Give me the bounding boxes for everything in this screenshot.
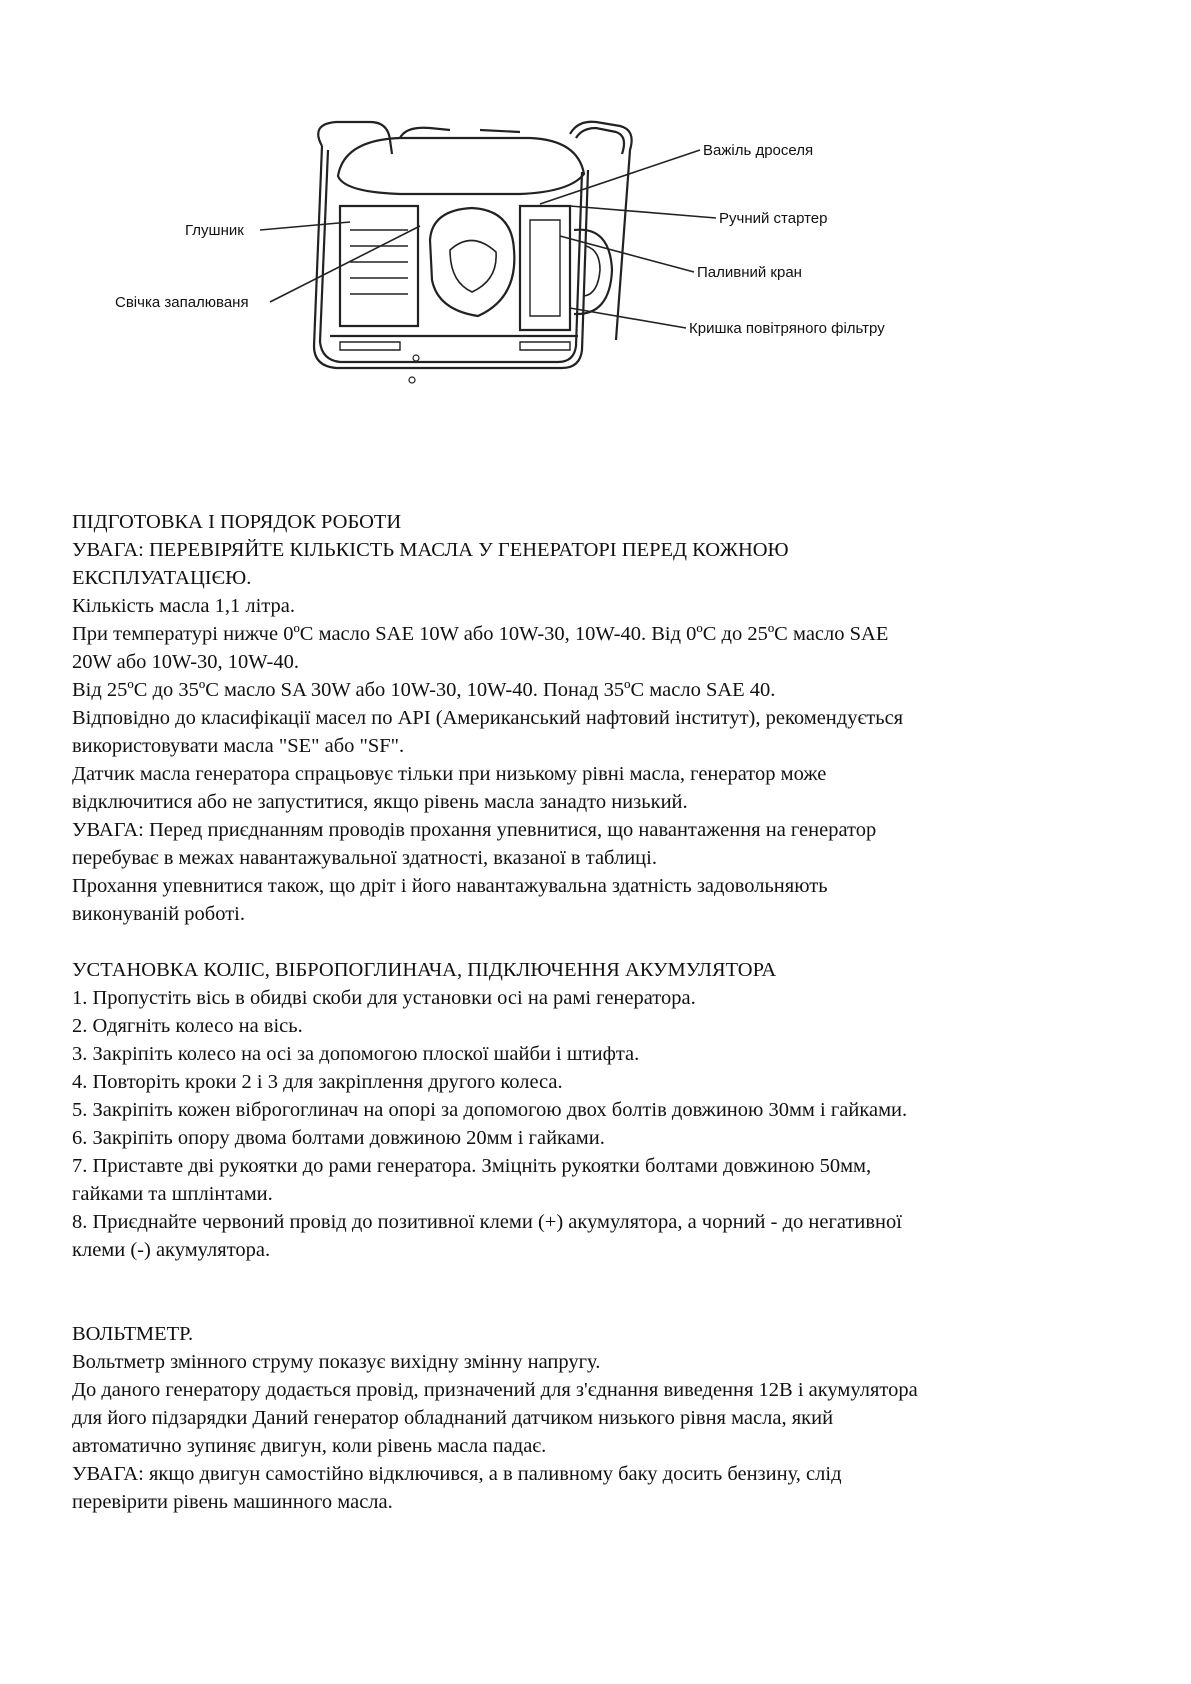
label-spark-plug: Свічка запалюваня (115, 294, 249, 311)
leader-air-filter (570, 308, 686, 328)
leader-muffler (260, 222, 350, 230)
text-line: 6. Закріпіть опору двома болтами довжиною 20мм і гайками. (72, 1127, 605, 1149)
text-line: 1. Пропустіть вісь в обидві скоби для установки осі на рамі генератора. (72, 987, 696, 1009)
muffler-block (340, 206, 418, 326)
fuel-tank (338, 138, 584, 194)
text-line: Від 25ºС до 35ºС масло SA 30W або 10W-30, 10W-40. Понад 35ºС масло SAE 40. (72, 679, 776, 701)
label-fuel-valve: Паливний кран (697, 264, 802, 281)
text-line: Відповідно до класифікації масел по API (Американський нафтовий інститут), рекомендується (72, 707, 904, 729)
text-line: виконуваній роботі. (72, 903, 245, 925)
text-line: УВАГА: Перед приєднанням проводів прохання упевнитися, що навантаження на генератор (72, 819, 877, 841)
text-line: 4. Повторіть кроки 2 і 3 для закріплення другого колеса. (72, 1071, 563, 1093)
text-line: 5. Закріпіть кожен віброгоглинач на опорі за допомогою двох болтів довжиною 30мм і гайками. (72, 1099, 908, 1121)
label-starter: Ручний стартер (719, 210, 828, 227)
generator-diagram (100, 110, 1000, 400)
text-line: При температурі нижче 0ºС масло SAE 10W або 10W-30, 10W-40. Від 0ºС до 25ºС масло SAE (72, 623, 889, 645)
text-line: Прохання упевнитися також, що дріт і його навантажувальна здатність задовольняють (72, 875, 828, 897)
text-line: перебуває в межах навантажувальної здатності, вказаної в таблиці. (72, 847, 657, 869)
leader-spark-plug (270, 226, 420, 302)
text-line: 20W або 10W-30, 10W-40. (72, 651, 299, 673)
label-air-filter: Кришка повітряного фільтру (689, 320, 885, 337)
leader-throttle (540, 150, 700, 204)
generator-illustration (100, 110, 1000, 400)
text-line: Кількість масла 1,1 літра. (72, 595, 295, 617)
text-line: перевірити рівень машинного масла. (72, 1491, 393, 1513)
label-muffler: Глушник (185, 222, 244, 239)
text-line: До даного генератору додається провід, призначений для з'єднання виведення 12В і акумулятора (72, 1379, 918, 1401)
text-line: для його підзарядки Даний генератор обладнаний датчиком низького рівня масла, який (72, 1407, 834, 1429)
text-line: 8. Приєднайте червоний провід до позитивної клеми (+) акумулятора, а чорний - до негативної (72, 1211, 902, 1233)
text-line: використовувати масла "SE" або "SF". (72, 735, 405, 757)
section-title-voltmeter: ВОЛЬТМЕТР. (72, 1323, 194, 1345)
leader-starter (570, 206, 716, 218)
text-line: автоматично зупиняє двигун, коли рівень масла падає. (72, 1435, 547, 1457)
text-line: УВАГА: якщо двигун самостійно відключився, а в паливному баку досить бензину, слід (72, 1463, 842, 1485)
label-throttle: Важіль дроселя (703, 142, 814, 159)
text-line: 2. Одягніть колесо на вісь. (72, 1015, 303, 1037)
text-line: 3. Закріпіть колесо на осі за допомогою плоскої шайби і штифта. (72, 1043, 640, 1065)
document-body (72, 508, 1132, 1516)
text-line: ЕКСПЛУАТАЦІЄЮ. (72, 567, 252, 589)
text-line: УВАГА: ПЕРЕВІРЯЙТЕ КІЛЬКІСТЬ МАСЛА У ГЕНЕРАТОРІ ПЕРЕД КОЖНОЮ (72, 539, 789, 561)
section-title-preparation: ПІДГОТОВКА І ПОРЯДОК РОБОТИ (72, 511, 402, 533)
text-line: гайками та шплінтами. (72, 1183, 273, 1205)
text-line: 7. Приставте дві рукоятки до рами генератора. Зміцніть рукоятки болтами довжиною 50мм, (72, 1155, 872, 1177)
text-line: відключитися або не запуститися, якщо рівень масла занадто низький. (72, 791, 688, 813)
section-title-installation: УСТАНОВКА КОЛІС, ВІБРОПОГЛИНАЧА, ПІДКЛЮЧЕННЯ АКУМУЛЯТОРА (72, 959, 777, 981)
text-line: Вольтметр змінного струму показує вихідну змінну напругу. (72, 1351, 601, 1373)
text-line: Датчик масла генератора спрацьовує тільки при низькому рівні масла, генератор може (72, 763, 827, 785)
text-line: клеми (-) акумулятора. (72, 1239, 271, 1261)
